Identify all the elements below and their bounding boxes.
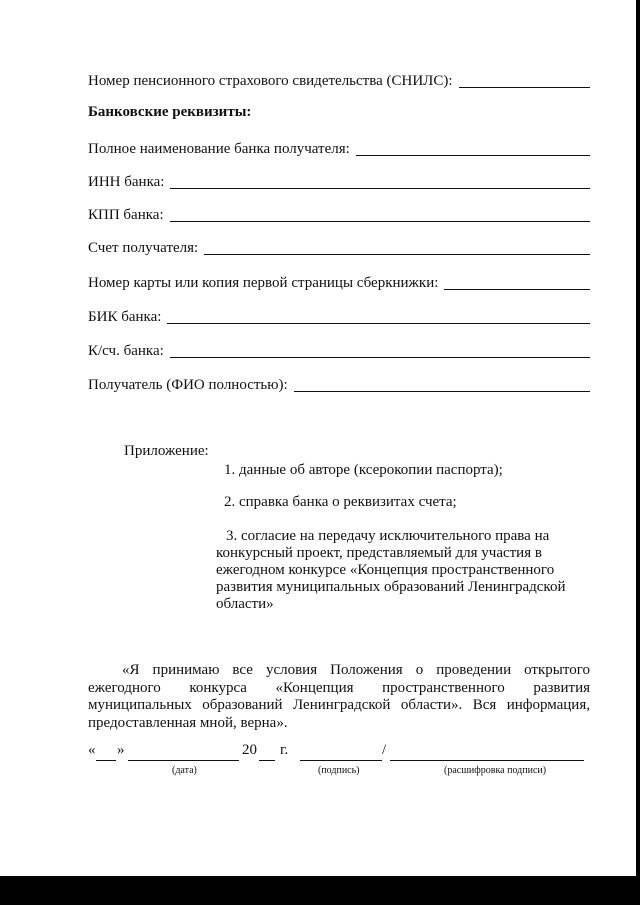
field-label: Полное наименование банка получателя: — [88, 141, 350, 157]
month-input-line[interactable] — [128, 759, 239, 761]
year-prefix: 20 — [242, 742, 257, 758]
attachment-item: 1. данные об авторе (ксерокопии паспорта); — [224, 462, 503, 478]
date-open-quote: « — [88, 742, 96, 758]
bank-inn-field — [88, 171, 590, 191]
recipient-account-field — [88, 237, 590, 257]
signature-input-line[interactable] — [300, 759, 382, 761]
field-label: Счет получателя: — [88, 240, 199, 256]
card-number-field — [88, 272, 590, 292]
attachment-item: 3. согласие на передачу исключительного права на конкурсный проект, представляемый для участия в ежегодном конкурсе «Концепция пространственного развития муниципальных образований Ленинградской области» — [216, 528, 566, 612]
field-label: Номер карты или копия первой страницы сберкнижки: — [88, 275, 439, 291]
field-label: БИК банка: — [88, 309, 162, 325]
field-label: К/сч. банка: — [88, 343, 164, 359]
date-close-quote: » — [117, 742, 125, 758]
card-number-input-line[interactable] — [444, 275, 590, 290]
declaration-paragraph: «Я принимаю все условия Положения о проведении открытого ежегодного конкурса «Концепция пространственного развития муниципальных образований Ленинградской области». Вся информация, предоставленная мной, верна». — [88, 662, 590, 731]
year-suffix: г. — [280, 742, 289, 758]
year-input-line[interactable] — [259, 759, 275, 761]
bank-kpp-field — [88, 204, 590, 224]
recipient-account-input-line[interactable] — [204, 240, 590, 255]
date-caption: (дата) — [172, 765, 197, 776]
snils-input-line[interactable] — [459, 73, 590, 88]
bank-name-field — [88, 138, 590, 158]
snils-label: Номер пенсионного страхового свидетельства (СНИЛС): — [88, 73, 453, 89]
recipient-name-input-line[interactable] — [294, 377, 590, 392]
scan-bottom-band — [0, 876, 640, 905]
attachments-title: Приложение: — [124, 443, 209, 459]
correspondent-account-field — [88, 340, 590, 360]
recipient-name-field — [88, 374, 590, 394]
bank-details-heading: Банковские реквизиты: — [88, 104, 252, 120]
day-input-line[interactable] — [96, 759, 116, 761]
signature-slash: / — [382, 742, 387, 758]
field-label: ИНН банка: — [88, 174, 165, 190]
attachment-item: 2. справка банка о реквизитах счета; — [224, 494, 457, 510]
bank-inn-input-line[interactable] — [170, 174, 590, 189]
bank-bik-field — [88, 306, 590, 326]
signature-decode-input-line[interactable] — [390, 759, 584, 761]
snils-field — [88, 70, 590, 90]
bank-kpp-input-line[interactable] — [170, 207, 590, 222]
signature-decode-caption: (расшифровка подписи) — [444, 765, 547, 776]
field-label: Получатель (ФИО полностью): — [88, 377, 288, 393]
bank-name-input-line[interactable] — [356, 141, 590, 156]
signature-caption: (подпись) — [318, 765, 360, 776]
field-label: КПП банка: — [88, 207, 164, 223]
scan-edge — [636, 0, 640, 876]
correspondent-account-input-line[interactable] — [170, 343, 590, 358]
bank-bik-input-line[interactable] — [167, 309, 590, 324]
